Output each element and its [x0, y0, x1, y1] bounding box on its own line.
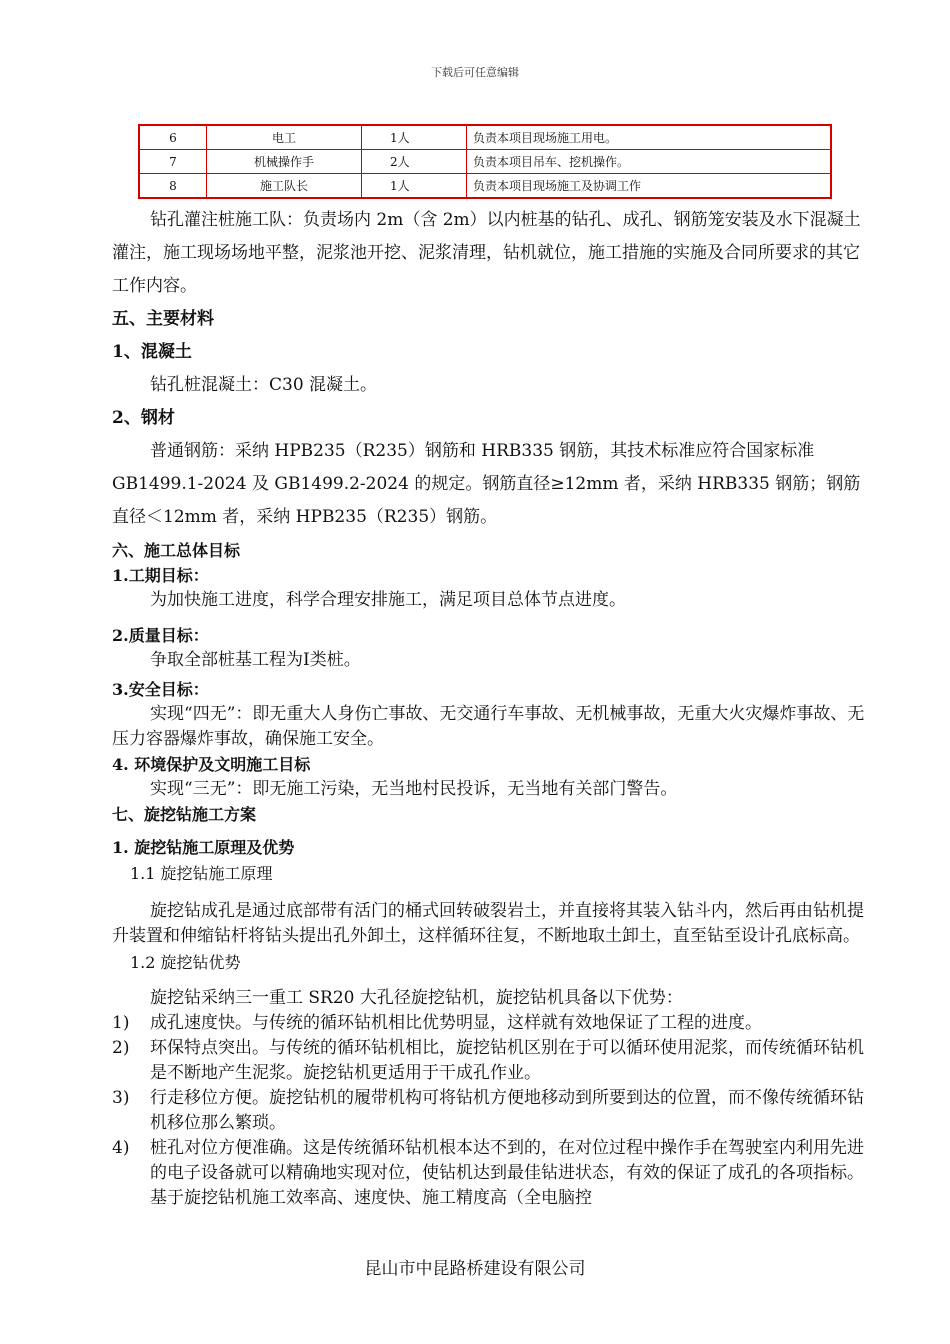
concrete-text: 钻孔桩混凝土：C30 混凝土。 — [150, 375, 378, 395]
table-row — [139, 150, 831, 174]
advantage-intro: 旋挖钻采纳三一重工 SR20 大孔径旋挖钻机，旋挖钻机具备以下优势： — [150, 988, 683, 1008]
quality-goal-heading: 2.质量目标： — [112, 626, 209, 645]
row-number: 6 — [139, 125, 207, 150]
row-duty: 负责本项目现场施工及协调工作 — [467, 174, 832, 199]
list-text: 环保特点突出。与传统的循环钻机相比，旋挖钻机区别在于可以循环使用泥浆，而传统循环钻机是不断地产生泥浆。旋挖钻机更适用于干成孔作业。 — [150, 1038, 864, 1083]
row-role: 电工 — [207, 125, 362, 150]
steel-text: 普通钢筋：采纳 HPB235（R235）钢筋和 HRB335 钢筋，其技术标准应符合国家标准 GB1499.1-2024 及 GB1499.2-2024 的规定。钢筋直径≥12mm 者，采纳 HRB335 钢筋；钢筋直径＜12mm 者，采纳 HPB235（R235）钢筋。 — [112, 441, 861, 527]
list-item — [112, 1086, 872, 1136]
list-item — [112, 1036, 872, 1086]
steel-heading: 2、钢材 — [112, 408, 175, 428]
environment-goal-heading: 4. 环境保护及文明施工目标 — [112, 755, 311, 774]
row-duty: 负责本项目吊车、挖机操作。 — [467, 150, 832, 174]
row-count: 1人 — [362, 174, 467, 199]
quality-goal-text: 争取全部桩基工程为Ⅰ类桩。 — [150, 650, 361, 670]
list-text: 行走移位方便。旋挖钻机的履带机构可将钻机方便地移动到所要到达的位置，而不像传统循环钻机移位那么繁琐。 — [150, 1088, 864, 1133]
environment-goal-text: 实现“三无”：即无施工污染，无当地村民投诉，无当地有关部门警告。 — [150, 779, 678, 799]
row-count: 1人 — [362, 125, 467, 150]
document-body — [112, 204, 872, 1211]
principle-text: 旋挖钻成孔是通过底部带有活门的桶式回转破裂岩土，并直接将其装入钻斗内，然后再由钻机提升装置和伸缩钻杆将钻头提出孔外卸土，这样循环往复，不断地取土卸土，直至钻至设计孔底标高。 — [112, 901, 864, 946]
safety-goal-text: 实现“四无”：即无重大人身伤亡事故、无交通行车事故、无机械事故，无重大火灾爆炸事故、无压力容器爆炸事故，确保施工安全。 — [112, 704, 865, 749]
advantage-heading: 1.2 旋挖钻优势 — [130, 953, 241, 972]
table-row — [139, 174, 831, 199]
principle-advantage-heading: 1. 旋挖钻施工原理及优势 — [112, 838, 295, 857]
list-text: 桩孔对位方便准确。这是传统循环钻机根本达不到的，在对位过程中操作手在驾驶室内利用先进的电子设备就可以精确地实现对位，使钻机达到最佳钻进状态，有效的保证了成孔的各项指标。基于旋挖钻机施工效率高、速度快、施工精度高（全电脑控 — [150, 1138, 864, 1208]
table-row — [139, 125, 831, 150]
schedule-goal-heading: 1.工期目标： — [112, 566, 209, 585]
list-number: 2) — [112, 1038, 130, 1058]
section-7-heading: 七、旋挖钻施工方案 — [112, 805, 257, 824]
row-number: 8 — [139, 174, 207, 199]
list-number: 1) — [112, 1013, 130, 1033]
row-number: 7 — [139, 150, 207, 174]
row-role: 施工队长 — [207, 174, 362, 199]
list-number: 3) — [112, 1088, 130, 1108]
list-number: 4) — [112, 1138, 130, 1158]
safety-goal-heading: 3.安全目标： — [112, 680, 209, 699]
company-footer: 昆山市中昆路桥建设有限公司 — [364, 1259, 586, 1279]
staff-table — [138, 124, 832, 199]
advantage-list — [112, 1011, 872, 1211]
header-note: 下载后可任意编辑 — [431, 66, 519, 79]
row-role: 机械操作手 — [207, 150, 362, 174]
section-6-heading: 六、施工总体目标 — [112, 541, 241, 560]
section-5-heading: 五、主要材料 — [112, 309, 214, 329]
list-item — [112, 1011, 872, 1036]
row-duty: 负责本项目现场施工用电。 — [467, 125, 832, 150]
row-count: 2人 — [362, 150, 467, 174]
schedule-goal-text: 为加快施工进度，科学合理安排施工，满足项目总体节点进度。 — [150, 590, 626, 610]
list-text: 成孔速度快。与传统的循环钻机相比优势明显，这样就有效地保证了工程的进度。 — [150, 1013, 762, 1033]
intro-paragraph: 钻孔灌注桩施工队：负责场内 2m（含 2m）以内桩基的钻孔、成孔、钢筋笼安装及水下混凝土灌注，施工现场场地平整，泥浆池开挖、泥浆清理，钻机就位，施工措施的实施及合同所要求的其它工作内容。 — [112, 210, 861, 296]
list-item — [112, 1136, 872, 1211]
concrete-heading: 1、混凝土 — [112, 342, 192, 362]
principle-heading: 1.1 旋挖钻施工原理 — [130, 864, 273, 883]
